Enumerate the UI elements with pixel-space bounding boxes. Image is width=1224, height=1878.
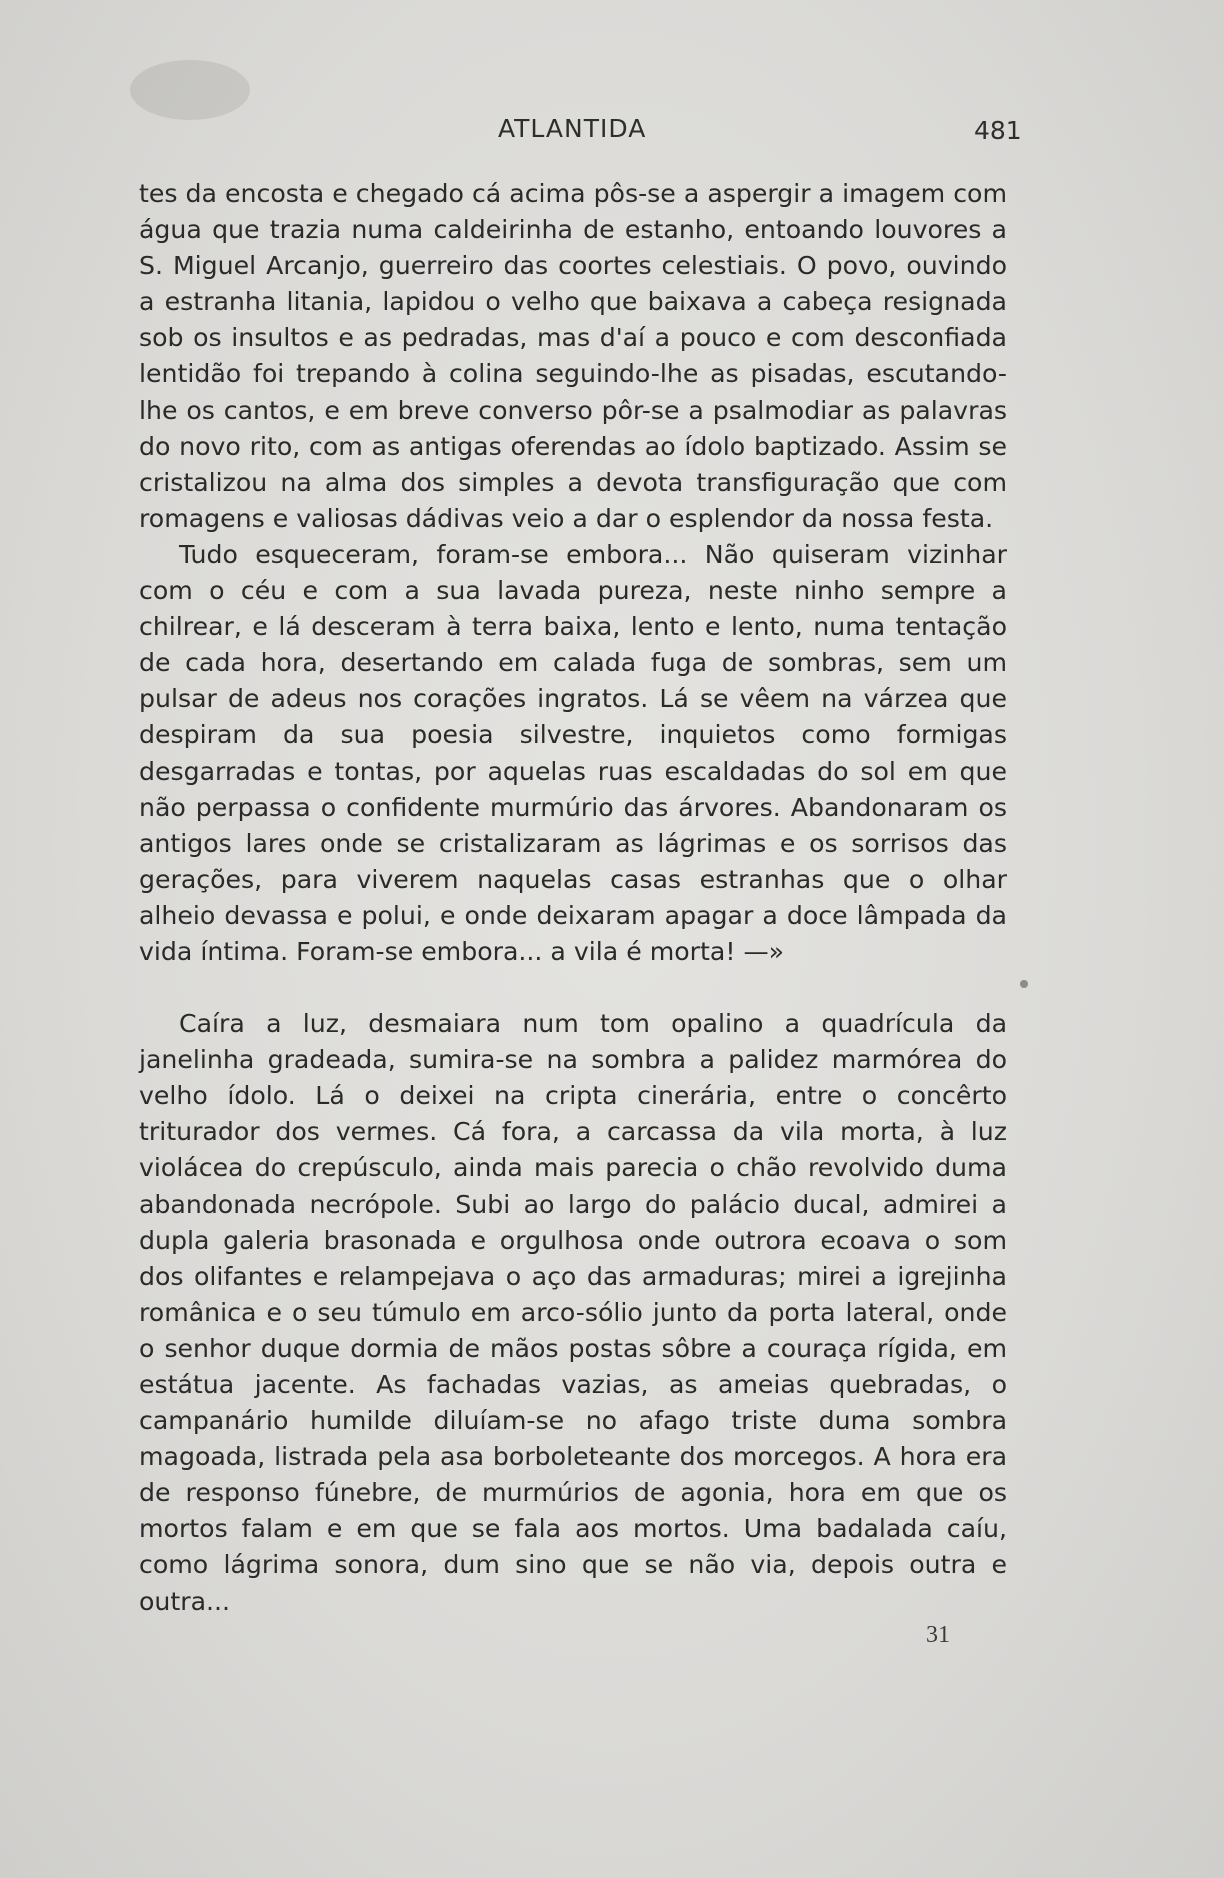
paragraph-continued: tes da encosta e chegado cá acima pôs-se a aspergir a imagem com água que trazia numa caldeirinha de estanho, entoando louvores a S. Miguel Arcanjo, guerreiro das coortes celestiais. O povo, ouvindo a estranha litania, lapidou o velho que baixava a cabeça resignada sob os insultos e as pedradas, mas d'aí a pouco e com desconfiada lentidão foi trepando à colina seguindo-lhe as pisadas, escutando-lhe os cantos, e em breve converso pôr-se a psalmodiar as palavras do novo rito, com as antigas oferendas ao ídolo baptizado. Assim se cristalizou na alma dos simples a devota transfiguração que com romagens e valiosas dádivas veio a dar o esplendor da nossa festa.	[139, 179, 1007, 533]
paragraph: Tudo esqueceram, foram-se embora... Não quiseram vizinhar com o céu e com a sua lavada pureza, neste ninho sempre a chilrear, e lá desceram à terra baixa, lento e lento, numa tentação de cada hora, desertando em calada fuga de sombras, sem um pulsar de adeus nos corações ingratos. Lá se vêem na várzea que despiram da sua poesia silvestre, inquietos como formigas desgarradas e tontas, por aquelas ruas escaldadas do sol em que não perpassa o confidente murmúrio das árvores. Abandonaram os antigos lares onde se cristalizaram as lágrimas e os sorrisos das gerações, para viverem naquelas casas estranhas que o olhar alheio devassa e polui, e onde deixaram apagar a doce lâmpada da vida íntima. Foram-se embora... a vila é morta! —»	[139, 539, 1007, 966]
body-text	[139, 176, 1007, 1620]
signature-mark: 31	[926, 1622, 950, 1648]
running-title: ATLANTIDA	[498, 114, 647, 143]
paper-speck	[1020, 980, 1028, 988]
paper-smudge	[130, 60, 250, 120]
page-number: 481	[974, 116, 1022, 145]
paragraph: Caíra a luz, desmaiara num tom opalino a quadrícula da janelinha gradeada, sumira-se na sombra a palidez marmórea do velho ídolo. Lá o deixei na cripta cinerária, entre o concêrto triturador dos vermes. Cá fora, a carcassa da vila morta, à luz violácea do crepúsculo, ainda mais parecia o chão revolvido duma abandonada necrópole. Subi ao largo do palácio ducal, admirei a dupla galeria brasonada e orgulhosa onde outrora ecoava o som dos olifantes e relampejava o aço das armaduras; mirei a igrejinha românica e o seu túmulo em arco-sólio junto da porta lateral, onde o senhor duque dormia de mãos postas sôbre a couraça rígida, em estátua jacente. As fachadas vazias, as ameias quebradas, o campanário humilde diluíam-se no afago triste duma sombra magoada, listrada pela asa borboleteante dos morcegos. A hora era de responso fúnebre, de murmúrios de agonia, hora em que os mortos falam e em que se fala aos mortos. Uma badalada caíu, como lágrima sonora, dum sino que se não via, depois outra e outra...	[139, 1009, 1007, 1616]
